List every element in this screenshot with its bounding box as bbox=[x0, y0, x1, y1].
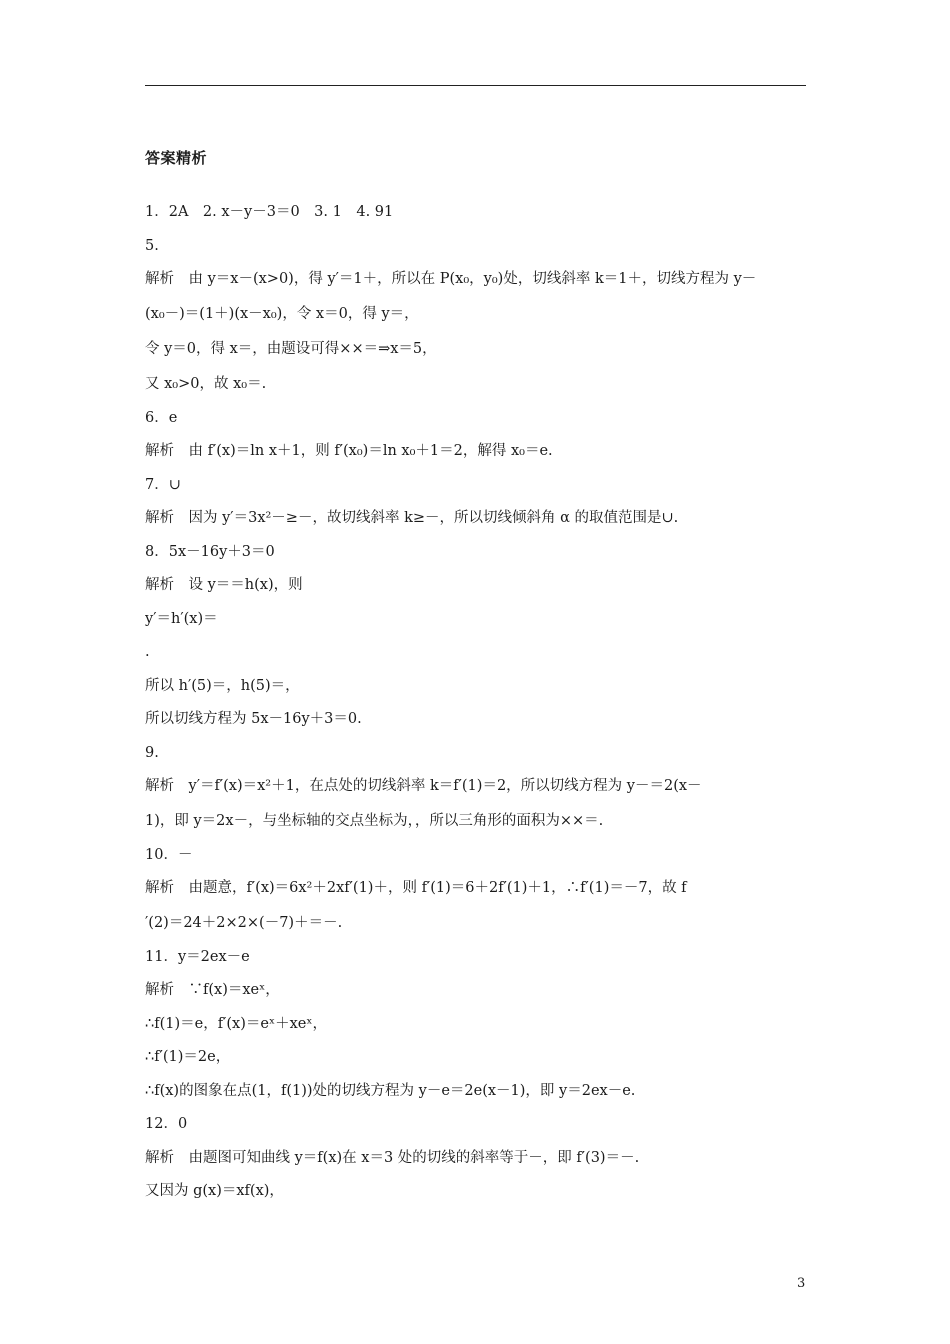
text-line: 11．y＝2ex－e bbox=[145, 948, 250, 965]
text-line: 8．5x－16y＋3＝0 bbox=[145, 543, 275, 560]
answer-body bbox=[145, 200, 807, 1213]
text-line: 12．0 bbox=[145, 1116, 188, 1132]
text-line: y′＝h′(x)＝ bbox=[145, 610, 218, 627]
header-rule bbox=[145, 85, 806, 86]
text-line: 解析 设 y＝＝h(x)，则 bbox=[145, 577, 303, 593]
text-line: ∴f′(1)＝2e， bbox=[145, 1049, 231, 1065]
text-line: 9. bbox=[145, 744, 159, 761]
text-line: . bbox=[145, 644, 150, 660]
text-line: 所以 h′(5)＝，h(5)＝， bbox=[145, 677, 300, 694]
text-line: 又因为 g(x)＝xf(x)， bbox=[145, 1183, 284, 1199]
text-line: 解析 由题图可知曲线 y＝f(x)在 x＝3 处的切线的斜率等于－，即 f′(3)＝－. bbox=[145, 1149, 640, 1166]
text-line: 又 x₀>0，故 x₀＝. bbox=[145, 376, 267, 392]
text-line: 解析 由 f′(x)＝ln x＋1，则 f′(x₀)＝ln x₀＋1＝2，解得 x₀＝e. bbox=[145, 443, 553, 459]
text-line: (x₀－)＝(1＋)(x－x₀)，令 x＝0，得 y＝， bbox=[145, 306, 419, 322]
page-number: 3 bbox=[797, 1276, 806, 1291]
text-line: 解析 由 y＝x－(x>0)，得 y′＝1＋，所以在 P(x₀，y₀)处，切线斜率 k＝1＋，切线方程为 y－ bbox=[145, 271, 757, 287]
text-line: 5. bbox=[145, 237, 159, 254]
text-line: 解析 ∵f(x)＝xeˣ， bbox=[145, 982, 280, 998]
text-line: ′(2)＝24＋2×2×(－7)＋＝－. bbox=[145, 915, 343, 931]
text-line: 解析 因为 y′＝3x²－≥－，故切线斜率 k≥－，所以切线倾斜角 α 的取值范围是∪. bbox=[145, 510, 679, 526]
text-line: 10．－ bbox=[145, 846, 193, 863]
text-line: 7．∪ bbox=[145, 476, 181, 493]
text-line: 6．e bbox=[145, 409, 178, 426]
text-line: 令 y＝0，得 x＝，由题设可得××＝⇒x＝5， bbox=[145, 341, 437, 357]
text-line: 1．2A 2. x－y－3＝0 3. 1 4. 91 bbox=[145, 204, 394, 220]
text-line: ∴f(x)的图象在点(1，f(1))处的切线方程为 y－e＝2e(x－1)，即 y＝2ex－e. bbox=[145, 1082, 636, 1099]
section-title: 答案精析 bbox=[145, 149, 208, 167]
text-line: 1)，即 y＝2x－，与坐标轴的交点坐标为，，所以三角形的面积为××＝. bbox=[145, 813, 604, 829]
text-line: 解析 由题意，f′(x)＝6x²＋2xf′(1)＋，则 f′(1)＝6＋2f′(1)＋1，∴f′(1)＝－7，故 f bbox=[145, 880, 687, 896]
text-line: 所以切线方程为 5x－16y＋3＝0. bbox=[145, 711, 362, 727]
text-line: ∴f(1)＝e，f′(x)＝eˣ＋xeˣ， bbox=[145, 1015, 327, 1032]
text-line: 解析 y′＝f′(x)＝x²＋1，在点处的切线斜率 k＝f′(1)＝2，所以切线方程为 y－＝2(x－ bbox=[145, 778, 702, 794]
